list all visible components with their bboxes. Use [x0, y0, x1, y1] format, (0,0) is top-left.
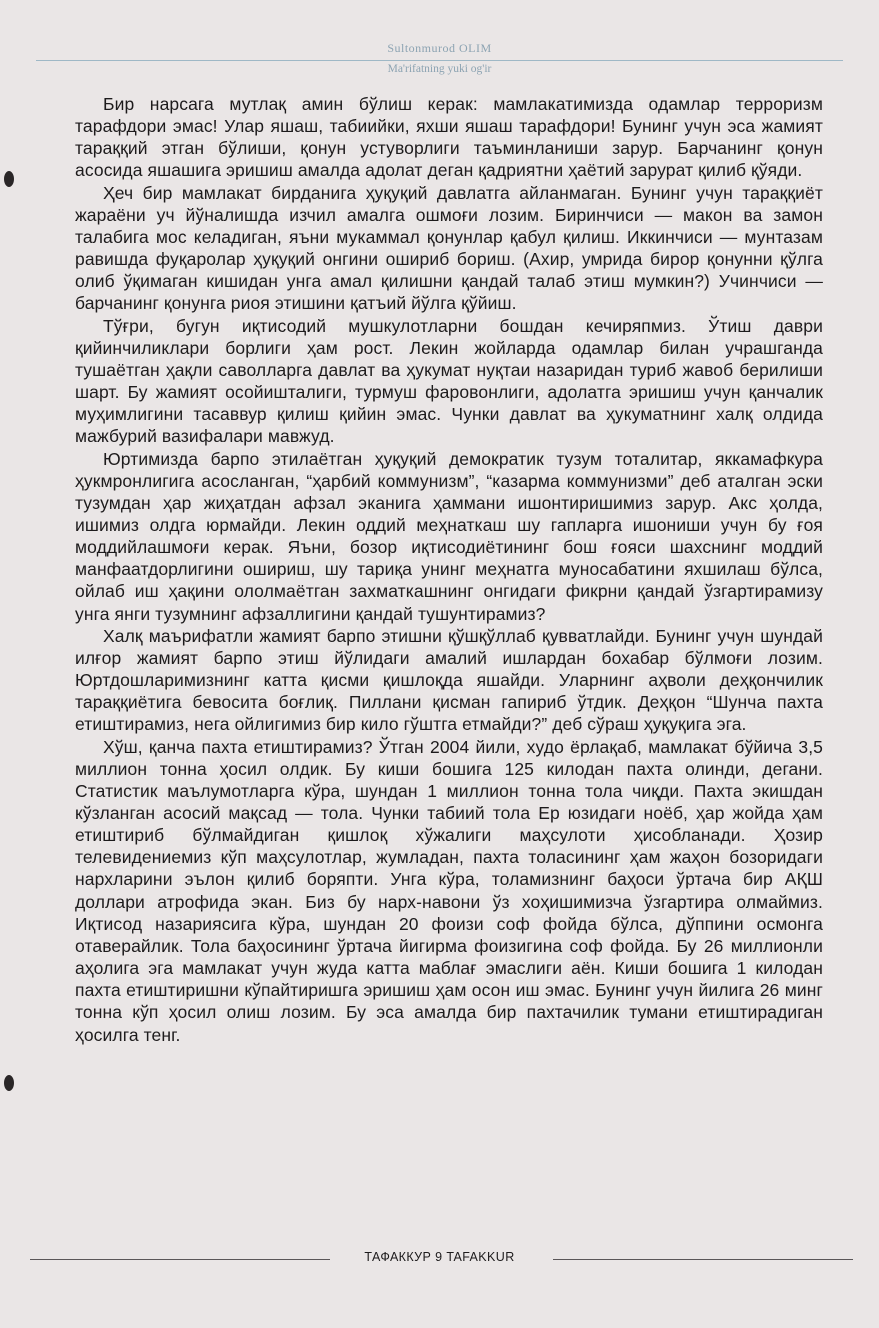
binding-hole [4, 1075, 14, 1091]
header-author: Sultonmurod OLIM [387, 41, 492, 55]
header-subtitle: Ma'rifatning yuki og'ir [387, 63, 492, 75]
paragraph: Тўғри, бугун иқтисодий мушкулотларни бошдан кечиряпмиз. Ўтиш даври қийинчиликлари борлиги ҳам рост. Лекин жойларда одамлар билан учрашганда тушаётган ҳақли саволларга давлат ва ҳукумат нуқтаи назаридан туриб жавоб берилиши шарт. Бу жамият осойишталиги, турмуш фаровонлиги, адолатга эришиш учун қанчалик муҳимлигини тасаввур қилиш қийин эмас. Чунки давлат ва ҳукуматнинг халқ олдида мажбурий вазифалари мавжуд. [75, 315, 823, 447]
header-rule [36, 60, 843, 61]
footer-journal-page: ТАФАККУР 9 TAFAKKUR [364, 1250, 515, 1264]
paragraph: Юртимизда барпо этилаётган ҳуқуқий демократик тузум тоталитар, яккамафкура ҳукмронлигига асосланган, “ҳарбий коммунизм”, “казарма коммунизми” деб аталган эски тузумдан ҳар жиҳатдан афзал эканига ҳаммани ишонтиришимиз зарур. Акс ҳолда, ишимиз олдга юрмайди. Лекин оддий меҳнаткаш шу гапларга ишониши учун бу ғоя моддийлашмоғи керак. Яъни, бозор иқтисодиётининг бош ғояси шахснинг моддий манфаатдорлигини ошириш, шу тариқа унинг меҳнатга муносабатини яхшилаш бўлса, ойлаб иш ҳақини ололмаётган захматкашнинг онгидаги фикрни қандай ўзгартирамизу унга янги тузумнинг афзаллигини қандай тушунтирамиз? [75, 448, 823, 624]
paragraph: Ҳеч бир мамлакат бирданига ҳуқуқий давлатга айланмаган. Бунинг учун тараққиёт жараёни уч йўналишда изчил амалга ошмоғи лозим. Биринчиси — макон ва замон талабига мос келадиган, яъни мукаммал қонунлар қабул қилиш. Иккинчиси — мунтазам равишда фуқаролар ҳуқуқий онгини ошириб бориш. (Ахир, умрида бирор қонунни қўлга олиб ўқимаган кишидан унга амал қилишни қандай талаб этиш мумкин?) Учинчиси — барчанинг қонунга риоя этишини қатъий йўлга қўйиш. [75, 182, 823, 314]
paragraph: Бир нарсага мутлақ амин бўлиш керак: мамлакатимизда одамлар терроризм тарафдори эмас! Улар яшаш, табиийки, яхши яшаш тарафдори! Бунинг учун эса жамият тараққий этган бўлиши, қонун устуворлиги таъминланиши зарур. Барчанинг қонун асосида яшашига эришиш амалда адолат деган қадриятни ҳаётий зарурат қилиб қўяди. [75, 94, 823, 181]
binding-hole [4, 171, 14, 187]
paragraph: Халқ маърифатли жамият барпо этишни қўшқўллаб қувватлайди. Бунинг учун шундай илғор жамият барпо этиш йўлидаги амалий ишлардан бохабар бўлмоғи лозим. Юртдошларимизнинг катта қисми қишлоқда яшайди. Уларнинг аҳволи деҳқончилик тараққиётига бевосита боғлиқ. Пиллани қисман гапириб ўтдик. Деҳқон “Шунча пахта етиштирамиз, нега ойлигимиз бир кило гўштга етмайди?” деб сўраш ҳуқуқига эга. [75, 625, 823, 735]
paragraph: Хўш, қанча пахта етиштирамиз? Ўтган 2004 йили, худо ёрлақаб, мамлакат бўйича 3,5 миллион тонна ҳосил олдик. Бу киши бошига 125 килодан пахта олинди, дегани. Статистик маълумотларга кўра, шундан 1 миллион тонна тола чиқди. Пахта экишдан кўзланган асосий мақсад — тола. Чунки табиий тола Ер юзидаги ноёб, ҳар жойда ҳам етиштириб бўлмайдиган қишлоқ хўжалиги маҳсулоти ҳисобланади. Ҳозир телевидениемиз кўп маҳсулотлар, жумладан, пахта толасининг ҳам жаҳон бозоридаги нархларини эълон қилиб боряпти. Унга кўра, толамизнинг баҳоси ўртача бир АҚШ доллари атрофида экан. Биз бу нарх-навони ўз хоҳишимизча ўзгартира олмаймиз. Иқтисод назариясига кўра, шундан 20 фоизи соф фойда бўлса, дўппини осмонга отаверайлик. Тола баҳосининг ўртача йигирма фоизигина соф фойда. Бу 26 миллионли аҳолига эга мамлакат учун жуда катта маблағ эмаслиги аён. Киши бошига 1 килодан пахта етиштиришни кўпайтиришга эришиш ҳам осон иш эмас. Бунинг учун йилига 26 минг тонна кўп ҳосил олиш лозим. Бу эса амалда бир пахтачилик тумани етиштирадиган ҳосилга тенг. [75, 736, 823, 1045]
footer-rule-right [553, 1259, 853, 1260]
page-footer [0, 1244, 879, 1264]
running-header [0, 38, 879, 82]
article-body [75, 93, 823, 1046]
